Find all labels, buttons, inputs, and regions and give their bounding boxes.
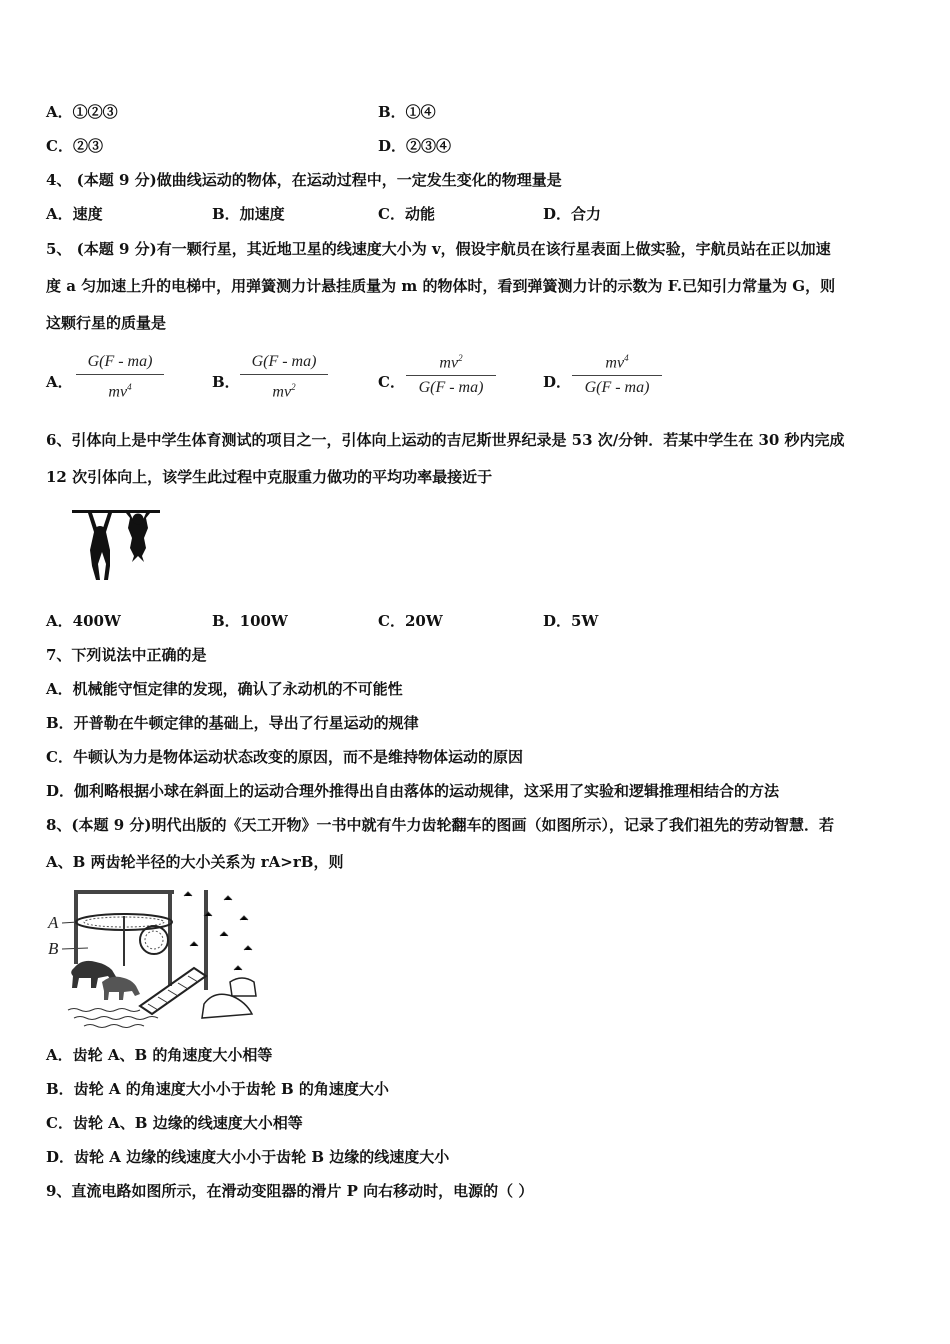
q5-option-d-fraction [572,348,662,398]
q5-d-numerator: mv [605,354,625,372]
q7-option-c: C．牛顿认为力是物体运动状态改变的原因，而不是维持物体运动的原因 [46,748,523,766]
q3-option-b: B．①④ [378,103,436,121]
q5-option-a-fraction [76,352,164,402]
q5-label-a: A． [46,373,73,391]
q7-option-b: B．开普勒在牛顿定律的基础上，导出了行星运动的规律 [46,714,419,732]
q5-a-denominator: mv [108,383,128,401]
q6-option-c: C．20W [378,612,443,630]
q5-stem-line1: 5、 (本题 9 分)有一颗行星，其近地卫星的线速度大小为 v，假设宇航员在该行星表面上做实验，宇航员站在正以加速 [46,240,831,258]
q5-option-c-fraction [406,348,496,398]
q5-d-denominator: G(F - ma) [584,379,650,397]
gear-a-label: A [48,913,59,932]
ox-waterwheel-illustration [44,886,266,1032]
q3-option-c: C．②③ [46,137,103,155]
q5-option-b-fraction [240,352,328,402]
q7-stem: 7、下列说法中正确的是 [46,646,207,664]
q4-stem: 4、 (本题 9 分)做曲线运动的物体，在运动过程中，一定发生变化的物理量是 [46,171,562,189]
q5-label-c: C． [378,373,405,391]
q6-stem-line1: 6、引体向上是中学生体育测试的项目之一，引体向上运动的吉尼斯世界纪录是 53 次/分钟．若某中学生在 30 秒内完成 [46,431,845,449]
q6-option-a: A．400W [46,612,121,630]
q5-a-numerator: G(F - ma) [87,353,153,370]
q5-c-denominator: G(F - ma) [418,379,484,397]
q4-option-b: B．加速度 [212,205,285,223]
q5-c-numerator: mv [439,354,459,372]
q6-option-b: B．100W [212,612,288,630]
q6-stem-line2: 12 次引体向上，该学生此过程中克服重力做功的平均功率最接近于 [46,468,493,486]
q5-c-exponent: 2 [458,353,463,363]
q8-option-b: B．齿轮 A 的角速度大小小于齿轮 B 的角速度大小 [46,1080,389,1098]
q5-a-exponent: 4 [127,382,132,392]
q5-b-exponent: 2 [291,382,296,392]
q5-stem-line3: 这颗行星的质量是 [46,314,167,332]
q8-stem-line1: 8、(本题 9 分)明代出版的《天工开物》一书中就有牛力齿轮翻车的图画（如图所示），记录了我们祖先的劳动智慧．若 [46,816,835,834]
q3-option-d: D．②③④ [378,137,452,155]
q6-option-d: D．5W [543,612,599,630]
q5-d-exponent: 4 [624,353,629,363]
q3-option-a: A．①②③ [46,103,118,121]
pull-up-figure [70,502,162,586]
q5-stem-line2: 度 a 匀加速上升的电梯中，用弹簧测力计悬挂质量为 m 的物体时，看到弹簧测力计的示数为 F.已知引力常量为 G，则 [46,277,836,295]
q4-option-d: D．合力 [543,205,602,223]
q4-option-c: C．动能 [378,205,435,223]
q7-option-d: D．伽利略根据小球在斜面上的运动合理外推得出自由落体的运动规律，这采用了实验和逻辑推理相结合的方法 [46,782,780,800]
q5-label-b: B． [212,373,240,391]
q5-b-denominator: mv [272,383,292,401]
q9-stem: 9、直流电路如图所示，在滑动变阻器的滑片 P 向右移动时，电源的（ ） [46,1182,534,1200]
q8-stem-line2: A、B 两齿轮半径的大小关系为 rA>rB，则 [46,853,344,871]
q5-b-numerator: G(F - ma) [251,353,317,370]
q7-option-a: A．机械能守恒定律的发现，确认了永动机的不可能性 [46,680,403,698]
q8-option-d: D．齿轮 A 边缘的线速度大小小于齿轮 B 边缘的线速度大小 [46,1148,450,1166]
q5-label-d: D． [543,373,572,391]
q8-option-a: A．齿轮 A、B 的角速度大小相等 [46,1046,273,1064]
q4-option-a: A．速度 [46,205,103,223]
gear-b-label: B [48,939,59,958]
q8-option-c: C．齿轮 A、B 边缘的线速度大小相等 [46,1114,303,1132]
